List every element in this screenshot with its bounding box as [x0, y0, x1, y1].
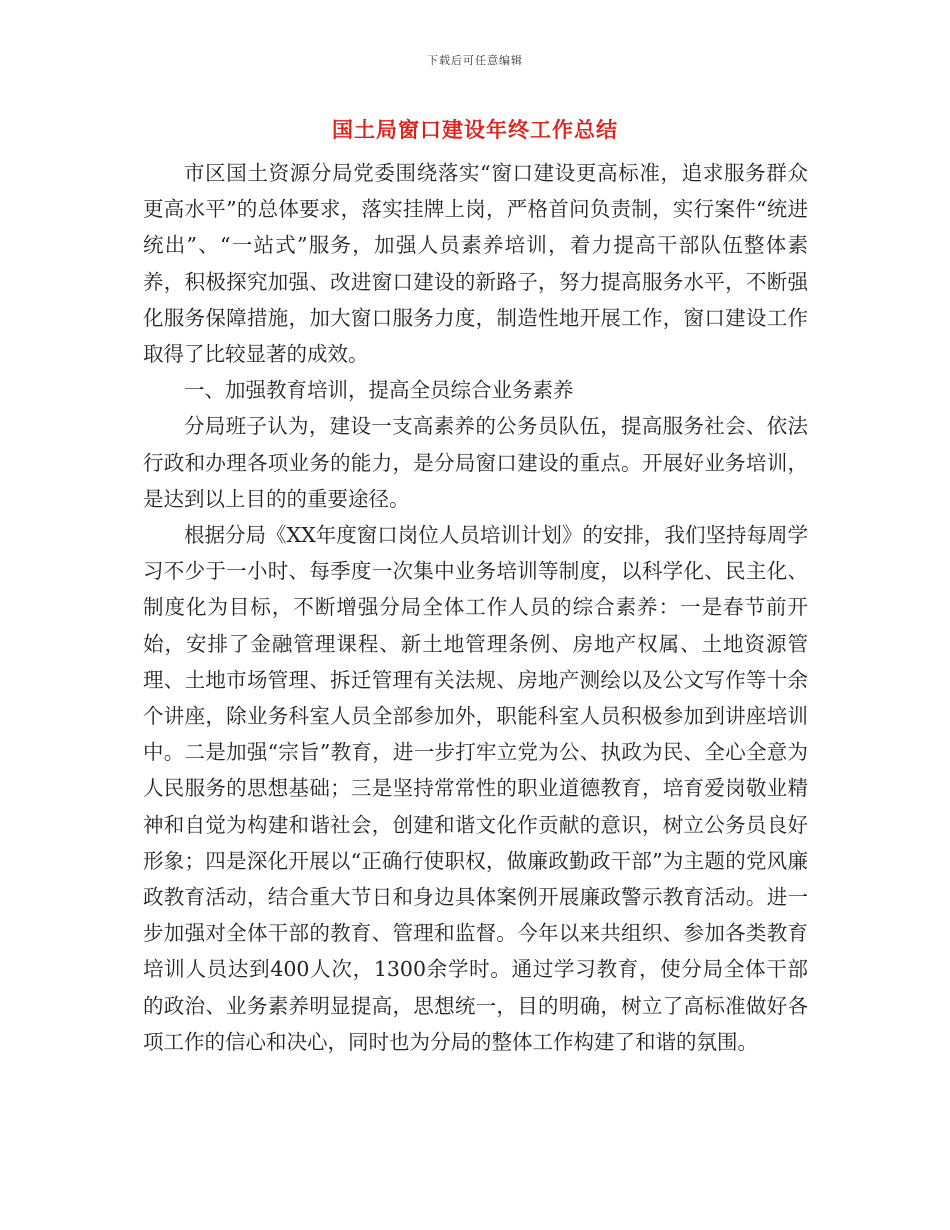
paragraph-training-plan: 根据分局《XX年度窗口岗位人员培训计划》的安排，我们坚持每周学习不少于一小时、每季度一次集中业务培训等制度，以科学化、民主化、制度化为目标，不断增强分局全体工作人员的综合素养：一是春节前开始，安排了金融管理课程、新土地管理条例、房地产权属、土地资源管理、土地市场管理、拆迁管理有关法规、房地产测绘以及公文写作等十余个讲座，除业务科室人员全部参加外，职能科室人员积极参加到讲座培训中。二是加强“宗旨”教育，进一步打牢立党为公、执政为民、全心全意为人民服务的思想基础；三是坚持常常性的职业道德教育，培育爱岗敬业精神和自觉为构建和谐社会，创建和谐文化作贡献的意识，树立公务员良好形象；四是深化开展以“正确行使职权，做廉政勤政干部”为主题的党风廉政教育活动，结合重大节日和身边具体案例开展廉政警示教育活动。进一步加强对全体干部的教育、管理和监督。今年以来共组织、参加各类教育培训人员达到400人次，1300余学时。通过学习教育，使分局全体干部的政治、业务素养明显提高，思想统一，目的明确，树立了高标准做好各项工作的信心和决心，同时也为分局的整体工作构建了和谐的氛围。 [143, 523, 808, 1054]
section-heading-1: 一、加强教育培训，提高全员综合业务素养 [184, 378, 574, 403]
document-body [143, 155, 808, 1060]
header-note: 下载后可任意编辑 [427, 54, 523, 67]
paragraph-intro: 市区国土资源分局党委围绕落实“窗口建设更高标准，追求服务群众更高水平”的总体要求，落实挂牌上岗，严格首问负责制，实行案件“统进统出”、“一站式”服务，加强人员素养培训，着力提高干部队伍整体素养，积极探究加强、改进窗口建设的新路子，努力提高服务水平，不断强化服务保障措施，加大窗口服务力度，制造性地开展工作，窗口建设工作取得了比较显著的成效。 [143, 161, 808, 367]
paragraph-training-goal: 分局班子认为，建设一支高素养的公务员队伍，提高服务社会、依法行政和办理各项业务的能力，是分局窗口建设的重点。开展好业务培训，是达到以上目的的重要途径。 [143, 414, 808, 511]
document-title: 国土局窗口建设年终工作总结 [332, 118, 618, 142]
